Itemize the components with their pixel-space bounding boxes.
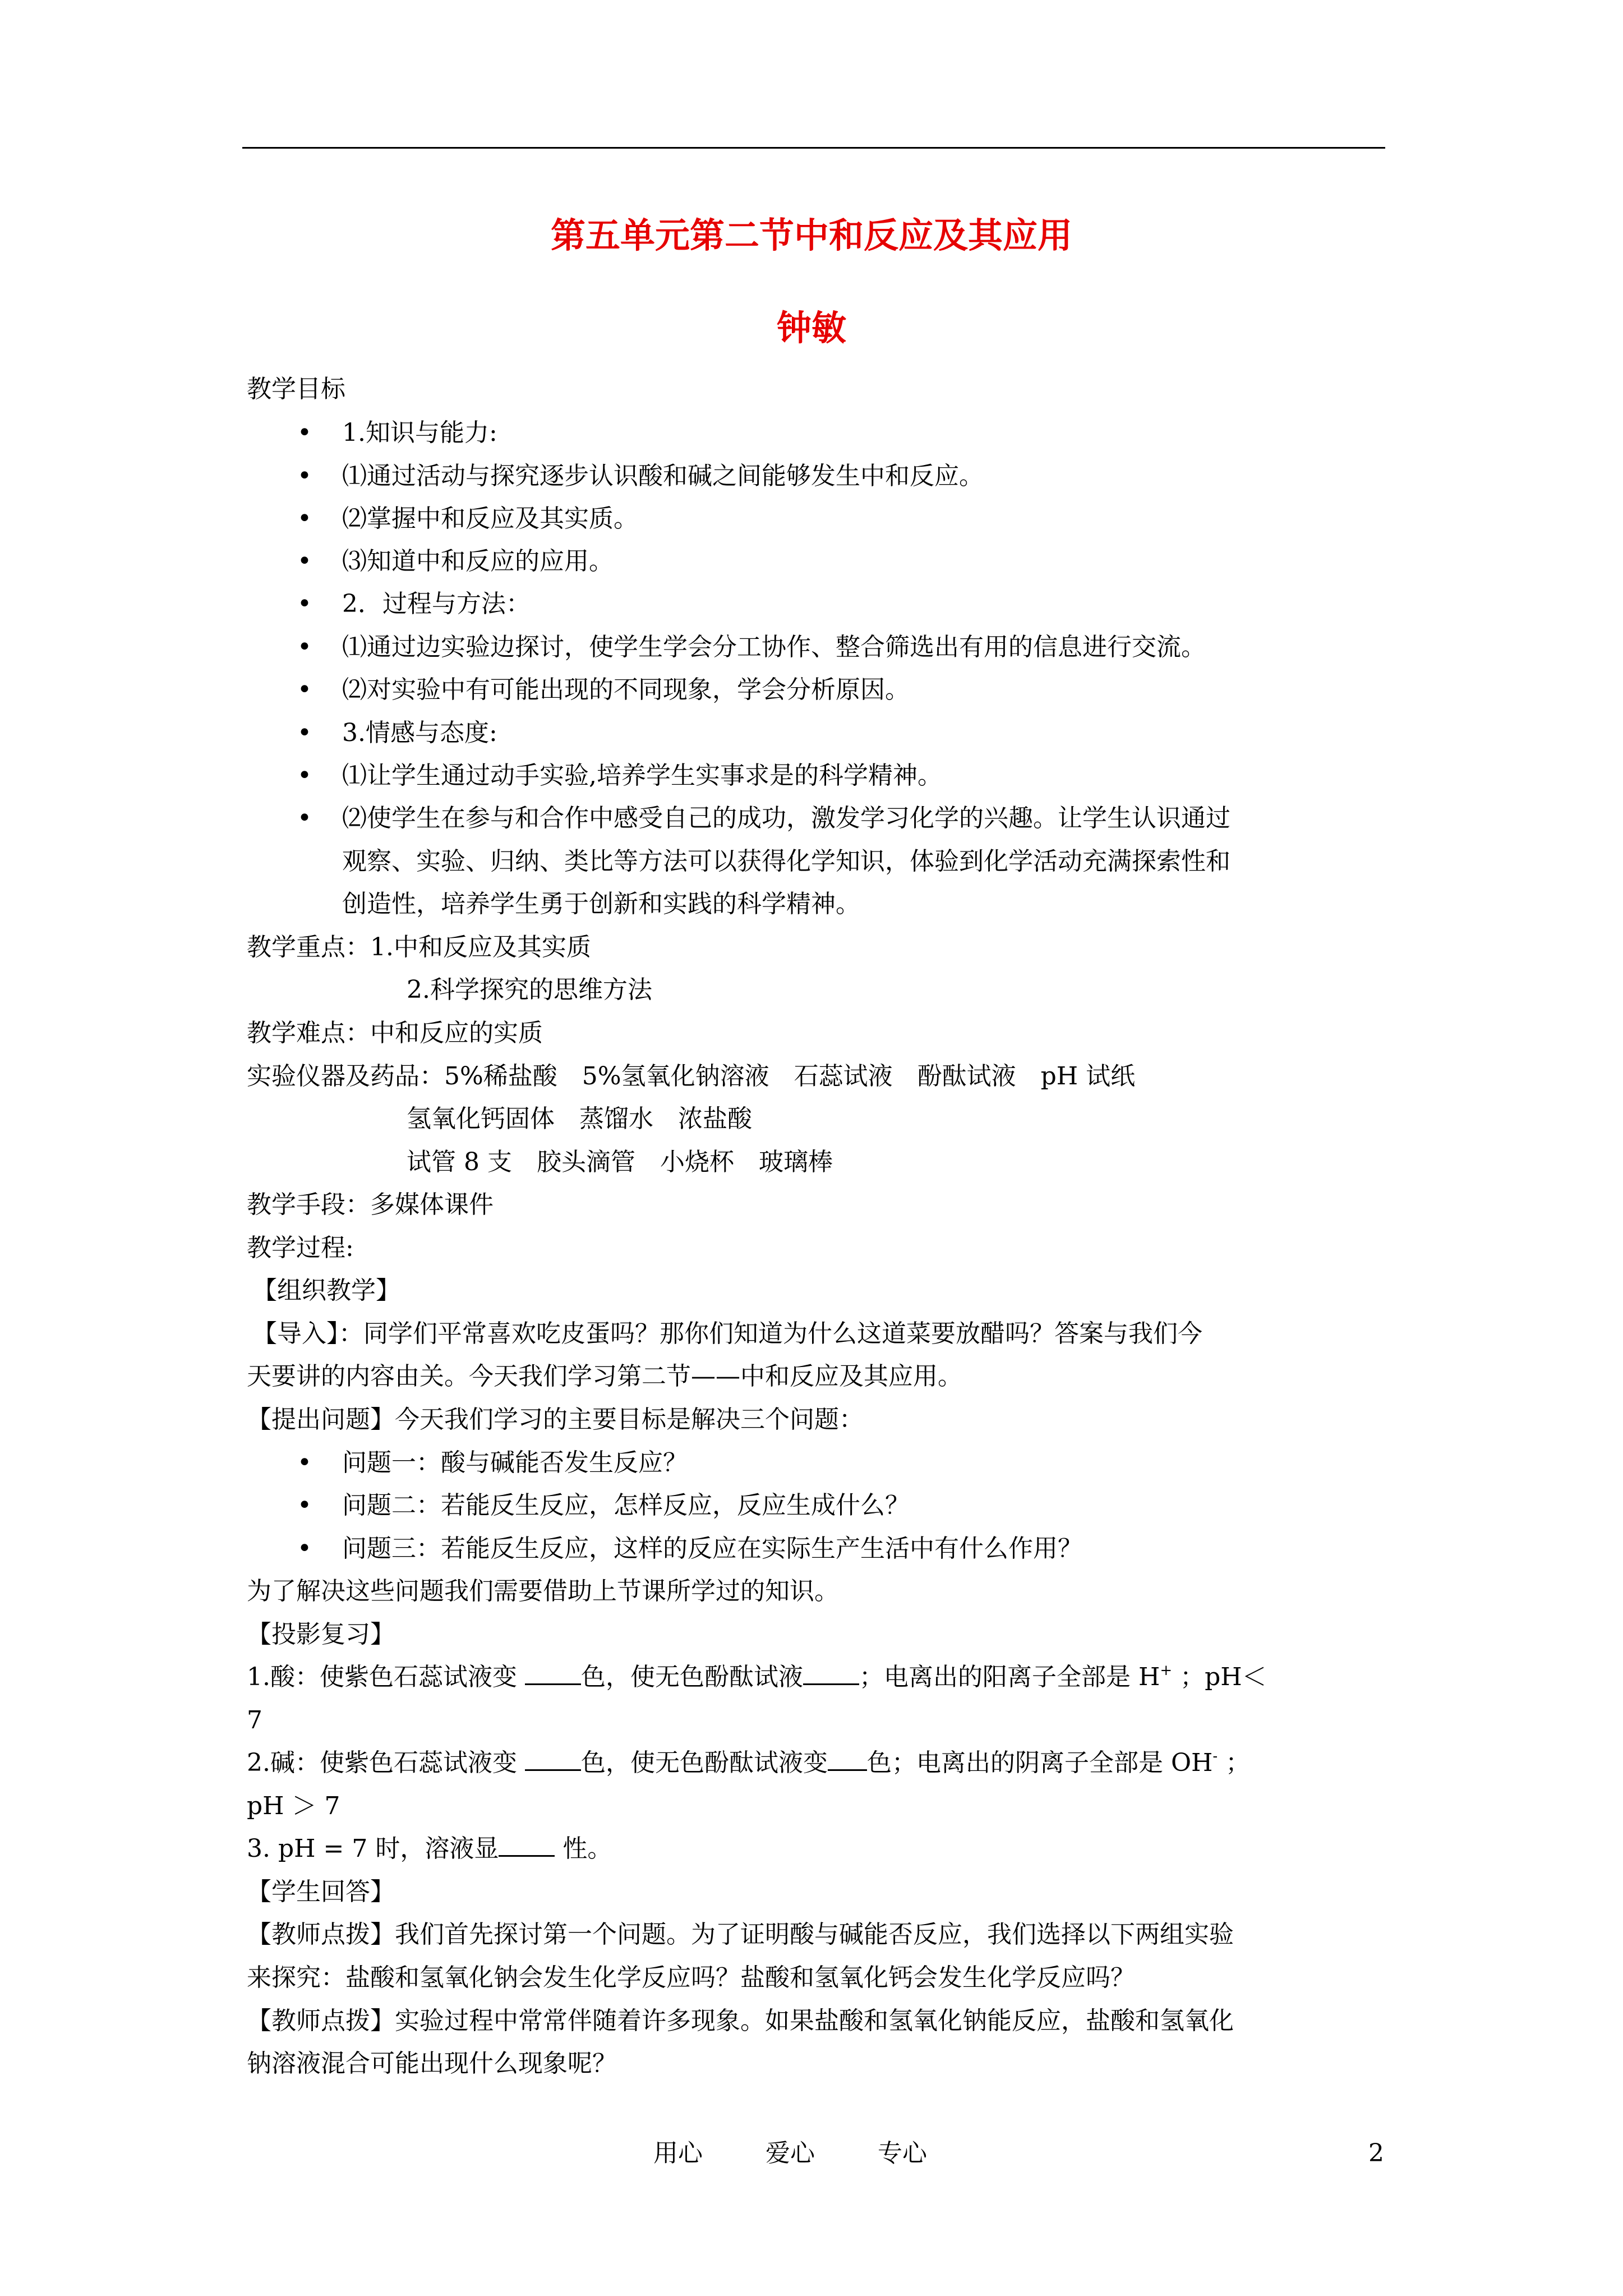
fill-blank bbox=[499, 1827, 555, 1857]
review-base-continuation: pH ＞ 7 bbox=[247, 1792, 340, 1820]
bullet-icon: • bbox=[297, 761, 312, 790]
bullet-icon: • bbox=[297, 504, 312, 533]
key-points: 教学重点：1.中和反应及其实质 bbox=[247, 933, 591, 961]
document-page: 第五单元第二节中和反应及其应用 钟敏 教学目标 • 1.知识与能力: • ⑴通过活动与探究逐步认识酸和碱之间能够发生中和反应。 • ⑵掌握中和反应及其实质。 • ⑶知道中和反应的应用。 • 2．过程与方法： • ⑴通过边实验边探讨，使学生学会分工协作、整合筛选出有用的信息进行交流。 • ⑵对实验中有可能出现的不同现象，学会分析原因。 • 3.情感与态度: • ⑴让学生通过动手实验,培养学生实事求是的科学精神。 • ⑵使学生在参与和合作中感受自己的成功，激发学习化学的兴趣。让学生认识通过 观察、实验、归纳、类比等方法可以获得化学知识，体验到化学活动充满探索性和 创造性，培养学生勇于创新和实践的科学精神。 教学重点：1.中和反应及其实质 2.科学探究的思维方法 教学难点：中和反应的实质 实验仪器及药品：5%稀盐酸 5%氢氧化钠溶液 石蕊试液 酚酞试液 pH 试纸 氢氧化钙固体 蒸馏水 浓盐酸 试管 8 支 胶头滴管 小烧杯 玻璃棒 教学手段：多媒体课件 教学过程: 【组织教学】 【导入】：同学们平常喜欢吃皮蛋吗？那你们知道为什么这道菜要放醋吗？答案与我们今 天要讲的内容由关。今天我们学习第二节——中和反应及其应用。 【提出问题】今天我们学习的主要目标是解决三个问题： • 问题一：酸与碱能否发生反应？ • 问题二：若能反生反应，怎样反应，反应生成什么？ • 问题三：若能反生反应，这样的反应在实际生产生活中有什么作用？ 为了解决这些问题我们需要借助上节课所学过的知识。 【投影复习】 1.酸：使紫色石蕊试液变 色，使无色酚酞试液 ；电离出的阳离子全部是 H+ ；pH＜ 7 2.碱：使紫色石蕊试液变 色，使无色酚酞试液变 色；电离出的阴离子全部是 OH- ； pH ＞ 7 3. pH = 7 时，溶液显 性。 【学生回答】 【教师点拨】我们首先探讨第一个问题。为了证明酸与碱能否反应，我们选择以下两组实验 来探究：盐酸和氢氧化钠会发生化学反应吗？盐酸和氢氧化钙会发生化学反应吗？ 【教师点拨】实验过程中常常伴随着许多现象。如果盐酸和氢氧化钠能反应，盐酸和氢氧化 钠溶液混合可能出现什么现象呢？ 用心 爱心 专心 2 bbox=[0, 0, 1623, 2296]
document-author: 钟敏 bbox=[776, 307, 846, 348]
objectives-heading: 教学目标 bbox=[247, 375, 345, 403]
bullet-icon: • bbox=[297, 547, 312, 576]
bullet-icon: • bbox=[297, 675, 312, 704]
bullet-icon: • bbox=[297, 633, 312, 661]
bullet-icon: • bbox=[297, 418, 312, 447]
bullet-icon: • bbox=[297, 804, 312, 832]
review-acid-continuation: 7 bbox=[247, 1706, 262, 1734]
materials-line: 实验仪器及药品：5%稀盐酸 5%氢氧化钠溶液 石蕊试液 酚酞试液 pH 试纸 bbox=[247, 1062, 1136, 1091]
materials-line: 试管 8 支 胶头滴管 小烧杯 玻璃棒 bbox=[407, 1148, 833, 1176]
page-number: 2 bbox=[1368, 2139, 1384, 2168]
teacher-guidance: 【教师点拨】我们首先探讨第一个问题。为了证明酸与碱能否反应，我们选择以下两组实验 bbox=[247, 1920, 1234, 1949]
footer-motto: 用心 bbox=[653, 2139, 703, 2168]
objective-continuation: 观察、实验、归纳、类比等方法可以获得化学知识，体验到化学活动充满探索性和 bbox=[342, 847, 1230, 876]
review-neutral: 3. pH = 7 时，溶液显 性。 bbox=[247, 1827, 612, 1870]
objective-continuation: 创造性，培养学生勇于创新和实践的科学精神。 bbox=[342, 890, 860, 918]
teaching-difficulty: 教学难点：中和反应的实质 bbox=[247, 1019, 543, 1047]
review-acid: 1.酸：使紫色石蕊试液变 色，使无色酚酞试液 ；电离出的阳离子全部是 H+ ；pH＜ bbox=[247, 1655, 1267, 1699]
footer-motto: 专心 bbox=[878, 2139, 927, 2168]
teaching-means: 教学手段：多媒体课件 bbox=[247, 1190, 494, 1219]
document-title: 第五单元第二节中和反应及其应用 bbox=[550, 215, 1072, 256]
teacher-guidance: 【教师点拨】实验过程中常常伴随着许多现象。如果盐酸和氢氧化钠能反应，盐酸和氢氧化 bbox=[247, 2007, 1234, 2035]
header-rule bbox=[242, 147, 1385, 149]
fill-blank bbox=[828, 1741, 867, 1771]
bullet-icon: • bbox=[297, 1491, 312, 1520]
bullet-icon: • bbox=[297, 1448, 312, 1477]
review-lead: 为了解决这些问题我们需要借助上节课所学过的知识。 bbox=[247, 1577, 839, 1605]
intro-paragraph: 【导入】：同学们平常喜欢吃皮蛋吗？那你们知道为什么这道菜要放醋吗？答案与我们今 bbox=[252, 1319, 1202, 1348]
bullet-icon: • bbox=[297, 719, 312, 747]
fill-blank bbox=[803, 1655, 859, 1685]
bullet-icon: • bbox=[297, 462, 312, 490]
fill-blank bbox=[525, 1741, 581, 1771]
organize-heading: 【组织教学】 bbox=[252, 1276, 400, 1305]
teacher-guidance: 来探究：盐酸和氢氧化钠会发生化学反应吗？盐酸和氢氧化钙会发生化学反应吗？ bbox=[247, 1963, 1135, 1992]
review-heading: 【投影复习】 bbox=[247, 1620, 395, 1649]
questions-lead: 【提出问题】今天我们学习的主要目标是解决三个问题： bbox=[247, 1405, 864, 1434]
fill-blank bbox=[525, 1655, 581, 1685]
intro-paragraph: 天要讲的内容由关。今天我们学习第二节——中和反应及其应用。 bbox=[247, 1362, 962, 1391]
student-answer-heading: 【学生回答】 bbox=[247, 1878, 395, 1906]
process-heading: 教学过程: bbox=[247, 1234, 354, 1262]
review-base: 2.碱：使紫色石蕊试液变 色，使无色酚酞试液变 色；电离出的阴离子全部是 OH- ； bbox=[247, 1741, 1250, 1784]
bullet-icon: • bbox=[297, 1534, 312, 1563]
key-point-second: 2.科学探究的思维方法 bbox=[407, 976, 652, 1004]
teacher-guidance: 钠溶液混合可能出现什么现象呢？ bbox=[247, 2049, 617, 2078]
footer-motto: 爱心 bbox=[766, 2139, 815, 2168]
bullet-icon: • bbox=[297, 590, 312, 618]
materials-line: 氢氧化钙固体 蒸馏水 浓盐酸 bbox=[407, 1105, 752, 1133]
